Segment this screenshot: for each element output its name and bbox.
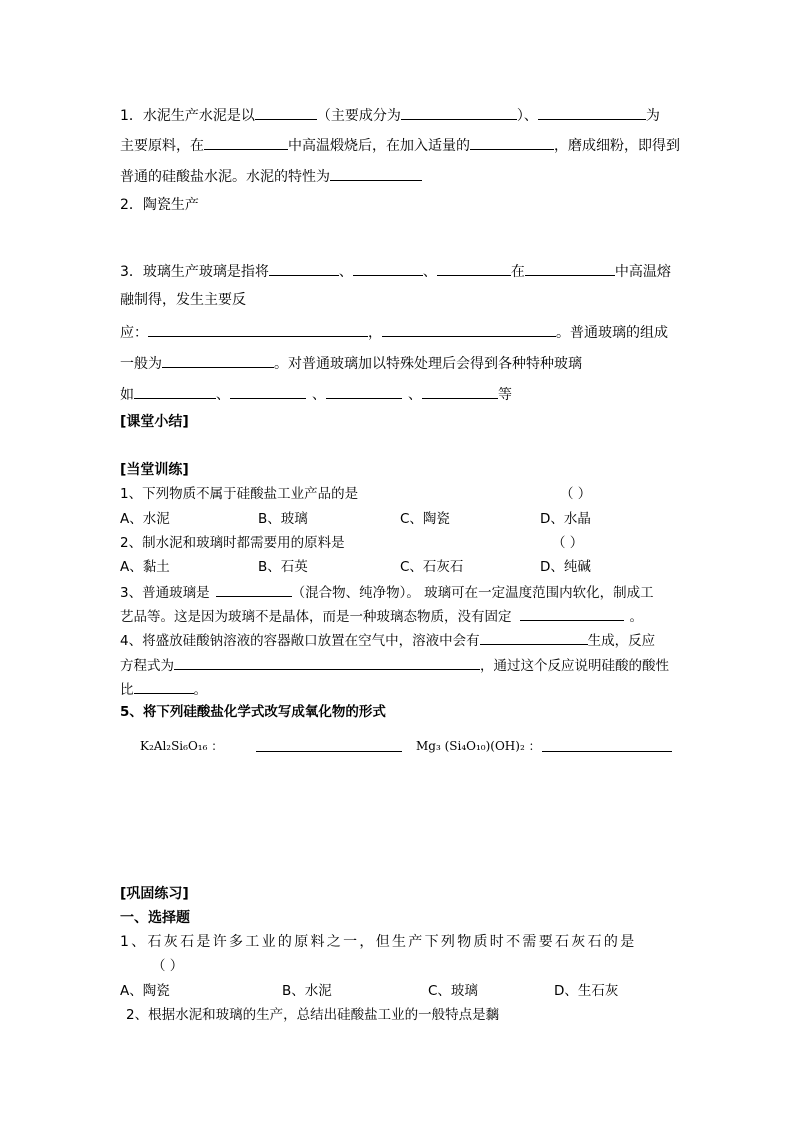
text: ，	[368, 325, 382, 341]
consolidate-q1-option-a[interactable]: A、陶瓷	[120, 983, 170, 999]
blank[interactable]	[470, 135, 554, 150]
s3-line-1	[120, 261, 671, 281]
text: 、	[422, 264, 437, 280]
text: 主要原料，在	[120, 138, 204, 154]
text: 一般为	[120, 356, 162, 372]
blank[interactable]	[216, 582, 292, 597]
text: 。	[193, 682, 207, 698]
practice-q2-paren: （ ）	[552, 535, 584, 551]
text: 在	[510, 264, 525, 280]
practice-q3-line-1	[120, 582, 654, 602]
blank[interactable]	[330, 166, 422, 181]
s3-line-4	[120, 353, 582, 373]
text: 中高温熔	[614, 264, 671, 280]
blank[interactable]	[437, 261, 511, 276]
formula-2-answer-blank[interactable]	[542, 737, 672, 757]
practice-q2: 2、制水泥和玻璃时都需要用的原料是	[120, 535, 345, 551]
consolidate-q1-option-b[interactable]: B、水泥	[282, 983, 332, 999]
practice-q1-option-c[interactable]: C、陶瓷	[400, 511, 450, 527]
blank[interactable]	[480, 630, 588, 645]
s3-line-3	[120, 322, 668, 342]
blank[interactable]	[422, 384, 498, 399]
text: ，通过这个反应说明硅酸的酸性	[480, 658, 669, 674]
text: 应：	[120, 325, 148, 341]
text: 。	[629, 609, 643, 625]
blank[interactable]	[256, 737, 402, 752]
text: 普通的硅酸盐水泥。水泥的特性为	[120, 169, 330, 185]
practice-q4-line-2	[120, 655, 669, 675]
formula-k2al2si6o16: K₂Al₂Si₆O₁₆ ：	[140, 739, 224, 753]
text: 艺品等。这是因为玻璃不是晶体，而是一种玻璃态物质，没有固定	[120, 609, 512, 625]
blank[interactable]	[353, 261, 423, 276]
text: 4、将盛放硅酸钠溶液的容器敞口放置在空气中，溶液中会有	[120, 633, 480, 649]
blank[interactable]	[204, 135, 288, 150]
text: 如	[120, 387, 134, 403]
blank[interactable]	[148, 322, 368, 337]
text: （主要成分为	[316, 108, 401, 124]
s3-line-5	[120, 384, 512, 404]
practice-q4-line-1	[120, 630, 655, 650]
practice-q1: 1、下列物质不属于硅酸盐工业产品的是	[120, 486, 359, 502]
text: （混合物、纯净物）。 玻璃可在一定温度范围内软化，制成工	[291, 585, 654, 601]
practice-q1-option-a[interactable]: A、水泥	[120, 511, 170, 527]
s3-line-2: 融制得，发生主要反	[120, 292, 246, 308]
s1-line-3	[120, 166, 422, 186]
formula-1-answer-blank[interactable]	[256, 737, 402, 757]
text: 中高温煅烧后，在加入适量的	[288, 138, 470, 154]
consolidate-q1-paren: （ ）	[152, 958, 184, 974]
consolidate-q1: 1、石灰石是许多工业的原料之一，但生产下列物质时不需要石灰石的是	[120, 934, 637, 950]
text: 为	[645, 108, 660, 124]
text: 、	[312, 387, 326, 403]
blank[interactable]	[525, 261, 615, 276]
blank[interactable]	[326, 384, 402, 399]
practice-q2-option-b[interactable]: B、石英	[258, 559, 308, 575]
blank[interactable]	[134, 679, 194, 694]
practice-q1-paren: （ ）	[560, 486, 592, 502]
blank[interactable]	[542, 737, 672, 752]
text: 等	[498, 387, 512, 403]
practice-q5: 5、将下列硅酸盐化学式改写成氧化物的形式	[120, 704, 386, 720]
blank[interactable]	[162, 353, 274, 368]
s2-line-1: 2．陶瓷生产	[120, 197, 199, 213]
text: 。普通玻璃的组成	[556, 325, 668, 341]
practice-q1-option-d[interactable]: D、水晶	[540, 511, 591, 527]
formula-mg3-si4o10-oh2: Mg₃ (Si₄O₁₀)(OH)₂ ：	[416, 739, 541, 753]
practice-q2-option-a[interactable]: A、黏土	[120, 559, 170, 575]
practice-title: [当堂训练]	[120, 462, 189, 478]
practice-q1-option-b[interactable]: B、玻璃	[258, 511, 308, 527]
text: 。对普通玻璃加以特殊处理后会得到各种特种玻璃	[274, 356, 582, 372]
text: 、	[216, 387, 230, 403]
practice-q3-line-2	[120, 606, 643, 626]
text: 、	[408, 387, 422, 403]
blank[interactable]	[255, 105, 317, 120]
blank[interactable]	[401, 105, 517, 120]
s1-line-2	[120, 135, 680, 155]
text: 3．玻璃生产玻璃是指将	[120, 264, 269, 280]
consolidate-q1-option-d[interactable]: D、生石灰	[554, 983, 619, 999]
text: 方程式为	[120, 658, 174, 674]
blank[interactable]	[269, 261, 339, 276]
s1-line-1	[120, 105, 660, 125]
blank[interactable]	[134, 384, 216, 399]
summary-title: [课堂小结]	[120, 414, 189, 430]
text: ，磨成细粉，即得到	[554, 138, 680, 154]
consolidate-title: [巩固练习]	[120, 886, 189, 902]
text: 生成，反应	[587, 633, 656, 649]
text: 1．水泥生产水泥是以	[120, 108, 255, 124]
text: 、	[338, 264, 353, 280]
practice-q4-line-3	[120, 679, 207, 699]
consolidate-q1-option-c[interactable]: C、玻璃	[428, 983, 478, 999]
blank[interactable]	[174, 655, 480, 670]
text: 3、普通玻璃是	[120, 585, 210, 601]
blank[interactable]	[230, 384, 306, 399]
practice-q2-option-d[interactable]: D、纯碱	[540, 559, 591, 575]
practice-q2-option-c[interactable]: C、石灰石	[400, 559, 464, 575]
consolidate-q2: 2、根据水泥和玻璃的生产，总结出硅酸盐工业的一般特点是黐	[126, 1007, 500, 1023]
text: ）、	[516, 108, 538, 124]
blank[interactable]	[520, 606, 624, 621]
blank[interactable]	[538, 105, 646, 120]
blank[interactable]	[382, 322, 556, 337]
consolidate-section: 一、选择题	[120, 910, 190, 926]
text: 比	[120, 682, 134, 698]
